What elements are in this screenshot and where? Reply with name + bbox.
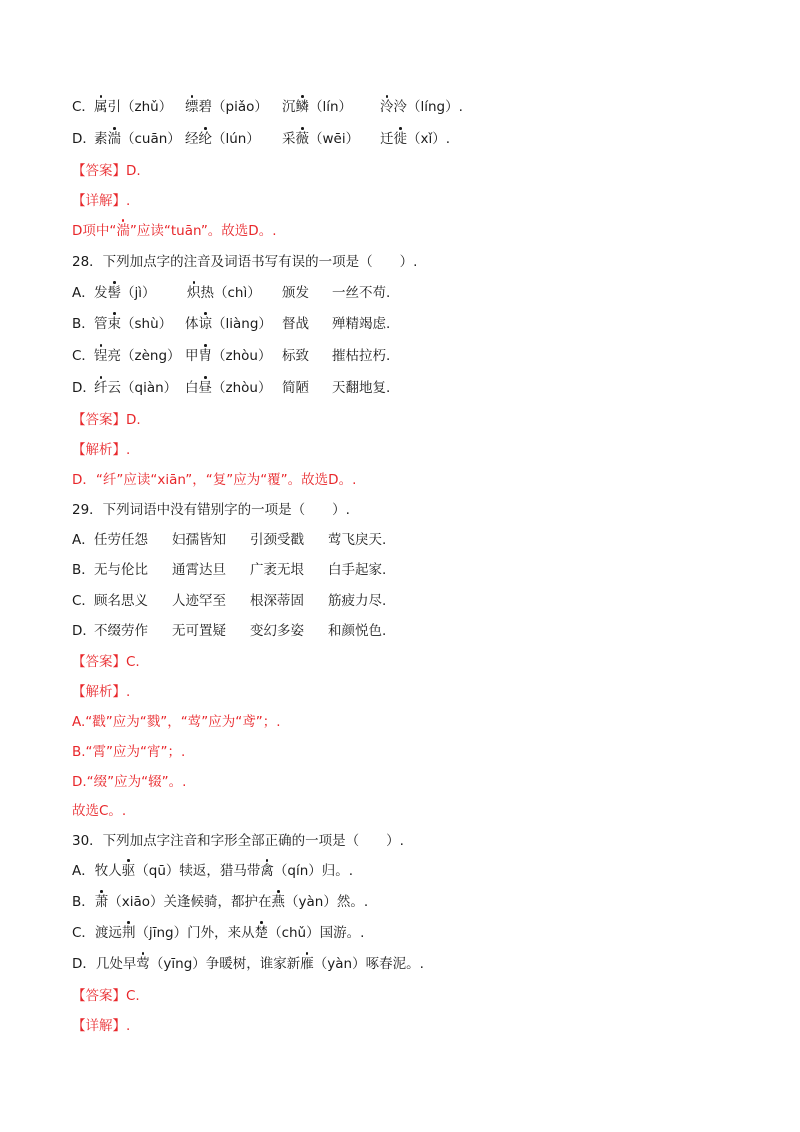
option-label: D． [72, 380, 96, 396]
option-word-1: 无与伦比 [94, 562, 148, 578]
option-word-4: 筋疲力尽. [328, 593, 387, 609]
option-word-1: 素湍（cuān） [94, 131, 181, 147]
option-label: D． [72, 623, 96, 639]
option-word-1: 发髻（jì） [94, 285, 156, 301]
answer-value: C. [126, 654, 140, 670]
option-label: A． [72, 532, 95, 548]
option-word-1: 顾名思义 [94, 593, 148, 609]
option-label: C． [72, 99, 95, 115]
option-word-4: 殚精竭虑. [332, 316, 391, 332]
option-word-4: 迁徙（xǐ）. [380, 131, 451, 147]
option-word-1: 属引（zhǔ） [94, 99, 173, 115]
answer-tag: 【答案】 [72, 654, 126, 670]
option-word-3: 根深蒂固 [250, 593, 304, 609]
q30-option-a: A．牧人驱（qū）犊返，猎马带禽（qín）归。. [72, 863, 354, 879]
q28-answer [72, 411, 141, 429]
option-word-3: 标致 [282, 348, 309, 364]
q29-explanation-d: D.“缀”应为“辍”。. [72, 774, 187, 790]
q29-answer [72, 653, 140, 671]
option-word-3: 简陋 [282, 380, 309, 396]
option-label: B． [72, 894, 95, 910]
option-label: B． [72, 316, 95, 332]
q28-detail-tag: 【解析】. [72, 442, 131, 458]
option-word-2: 无可置疑 [172, 623, 226, 639]
option-word-4: 摧枯拉朽. [332, 348, 391, 364]
q27-explanation: D项中“湍”应读“tuān”。故选D。. [72, 223, 277, 239]
answer-value: D. [126, 163, 141, 179]
option-word-3: 沉鳞（lín） [282, 99, 353, 115]
option-word-2: 白昼（zhòu） [185, 380, 272, 396]
q30-option-b: B．萧（xiāo）关逢候骑，都护在燕（yàn）然。. [72, 894, 369, 910]
q30-option-c: C．渡远荆（jīng）门外，来从楚（chǔ）国游。. [72, 925, 365, 941]
option-word-3: 督战 [282, 316, 309, 332]
option-word-4: 白手起家. [328, 562, 387, 578]
option-word-2: 通霄达旦 [172, 562, 226, 578]
option-word-4: 莺飞戾天. [328, 532, 387, 548]
q29-explanation-a: A.“戳”应为“戮”，“莺”应为“鸢”；. [72, 714, 281, 730]
option-word-2: 经纶（lún） [185, 131, 260, 147]
q30-stem: 30．下列加点字注音和字形全部正确的一项是（ ）. [72, 833, 404, 849]
option-label: D． [72, 956, 96, 972]
option-word-1: 任劳任怨 [94, 532, 148, 548]
option-word-2: 体谅（liàng） [185, 316, 272, 332]
q28-stem: 28．下列加点字的注音及词语书写有误的一项是（ ）. [72, 254, 418, 270]
option-word-4: 一丝不苟. [332, 285, 391, 301]
option-label: C． [72, 925, 95, 941]
option-label: C． [72, 348, 95, 364]
option-word-3: 颁发 [282, 285, 309, 301]
option-word-4: 和颜悦色. [328, 623, 387, 639]
q29-detail-tag: 【解析】. [72, 684, 131, 700]
answer-tag: 【答案】 [72, 412, 126, 428]
q28-explanation: D．“纤”应读“xiān”，“复”应为“覆”。故选D。. [72, 472, 357, 488]
option-word-3: 采薇（wēi） [282, 131, 360, 147]
q30-option-d: D．几处早莺（yīng）争暖树，谁家新雁（yàn）啄春泥。. [72, 956, 424, 972]
option-word-2: 炽热（chì） [187, 285, 261, 301]
option-label: A． [72, 285, 95, 301]
q27-detail-tag: 【详解】. [72, 193, 131, 209]
q30-answer [72, 987, 140, 1005]
option-label: A． [72, 863, 95, 879]
q30-detail-tag: 【详解】. [72, 1018, 131, 1034]
option-word-2: 甲胄（zhòu） [185, 348, 272, 364]
option-word-2: 妇孺皆知 [172, 532, 226, 548]
option-word-3: 引颈受戳 [250, 532, 304, 548]
q29-explanation-conclusion: 故选C。. [72, 803, 127, 819]
option-word-1: 纤云（qiàn） [94, 380, 178, 396]
answer-value: C. [126, 988, 140, 1004]
q29-stem: 29．下列词语中没有错别字的一项是（ ）. [72, 502, 350, 518]
option-word-1: 不缀劳作 [94, 623, 148, 639]
option-label: D． [72, 131, 96, 147]
q27-answer [72, 162, 141, 180]
answer-value: D. [126, 412, 141, 428]
option-word-2: 缥碧（piǎo） [185, 99, 268, 115]
answer-tag: 【答案】 [72, 163, 126, 179]
option-word-1: 锃亮（zèng） [94, 348, 181, 364]
option-word-2: 人迹罕至 [172, 593, 226, 609]
option-word-4: 天翻地复. [332, 380, 391, 396]
option-word-4: 泠泠（líng）. [380, 99, 463, 115]
option-word-1: 管束（shù） [94, 316, 173, 332]
option-label: B． [72, 562, 95, 578]
option-word-3: 广袤无垠 [250, 562, 304, 578]
q29-explanation-b: B.“霄”应为“宵”；. [72, 744, 186, 760]
option-word-3: 变幻多姿 [250, 623, 304, 639]
answer-tag: 【答案】 [72, 988, 126, 1004]
option-label: C． [72, 593, 95, 609]
